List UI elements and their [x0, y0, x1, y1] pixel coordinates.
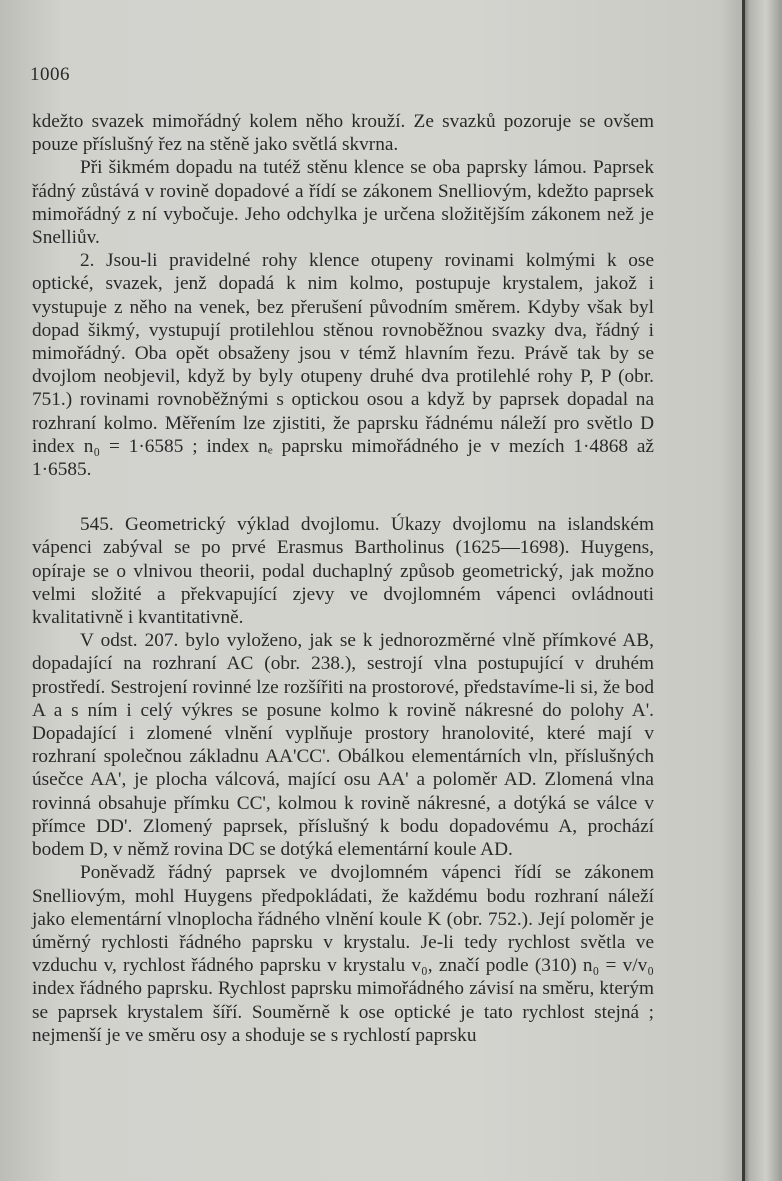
paragraph: 2. Jsou-li pravidelné rohy klence otupeny rovinami kolmými k ose optické, svazek, jenž dopadá k nim kolmo, postupuje krystalem, jakož i vystupuje z něho na venek, bez přerušení původním směrem. Kdyby však byl dopad šikmý, vystupují protilehlou stěnou rovnoběžnou svazky dva, řádný i mimořádný. Oba opět obsaženy jsou v témž hlavním řezu. Právě tak by se dvojlom neobjevil, když by byly otupeny druhé dva protilehlé rohy P, P (obr. 751.) rovinami rovnoběžnými s optickou osou a když by paprsek dopadal na rozhraní kolmo. Měřením lze zjistiti, že paprsku řádnému náleží pro světlo D index n₀ = 1·6585 ; index nₑ paprsku mimořádného je v mezích 1·4868 až 1·6585.	[32, 250, 654, 481]
paragraph: Při šikmém dopadu na tutéž stěnu klence se oba paprsky lámou. Paprsek řádný zůstává v rovině dopadové a řídí se zákonem Snelliovým, kdežto paprsek mimořádný z ní vybočuje. Jeho odchylka je určena složitějším zákonem než je Snelliův.	[32, 157, 654, 249]
paragraph: V odst. 207. bylo vyloženo, jak se k jednorozměrné vlně přímkové AB, dopadající na rozhraní AC (obr. 238.), sestrojí vlna postupující v druhém prostředí. Sestrojení rovinné lze rozšířiti na prostorové, představíme-li si, že bod A a s ním i celý výkres se posune kolmo k rovině nákresné do polohy A'. Dopadající i zlomené vlnění vyplňuje prostory hranolovité, které mají v rozhraní společnou základnu AA'CC'. Obálkou elementárních vln, příslušných úsečce AA', je plocha válcová, mající osu AA' a poloměr AD. Zlomená vlna rovinná obsahuje přímku CC', kolmou k rovině nákresné, a dotýká se válce v přímce DD'. Zlomený paprsek, příslušný k bodu dopadovému A, prochází bodem D, v němž rovina DC se dotýká elementární koule AD.	[32, 630, 654, 861]
section-paragraph: 545. Geometrický výklad dvojlomu. Úkazy dvojlomu na islandském vápenci zabýval se po prvé Erasmus Bartholinus (1625—1698). Huygens, opíraje se o vlnivou theorii, podal duchaplný způsob geometrický, jak možno velmi složité a překvapující zjevy ve dvojlomném vápenci ovládnouti kvalitativně i kvantitativně.	[32, 514, 654, 629]
page-number: 1006	[30, 64, 70, 85]
page-edge-line	[742, 0, 745, 1181]
paragraph: kdežto svazek mimořádný kolem něho krouží. Ze svazků pozoruje se ovšem pouze příslušný řez na stěně jako světlá skvrna.	[32, 111, 654, 156]
book-spine-shadow	[742, 0, 782, 1181]
paragraph: Poněvadž řádný paprsek ve dvojlomném vápenci řídí se zákonem Snelliovým, mohl Huygens předpokládati, že každému bodu rozhraní náleží jako elementární vlnoplocha řádného vlnění koule K (obr. 752.). Její poloměr je úměrný rychlosti řádného paprsku v krystalu. Je-li tedy rychlost světla ve vzduchu v, rychlost řádného paprsku v krystalu v₀, značí podle (310) n₀ = v/v₀ index řádného paprsku. Rychlost paprsku mimořádného závisí na směru, kterým se paprsek krystalem šíří. Souměrně k ose optické je tato rychlost stejná ; nejmenší je ve směru osy a shoduje se s rychlostí paprsku	[32, 862, 654, 1046]
text-body	[32, 110, 654, 1047]
